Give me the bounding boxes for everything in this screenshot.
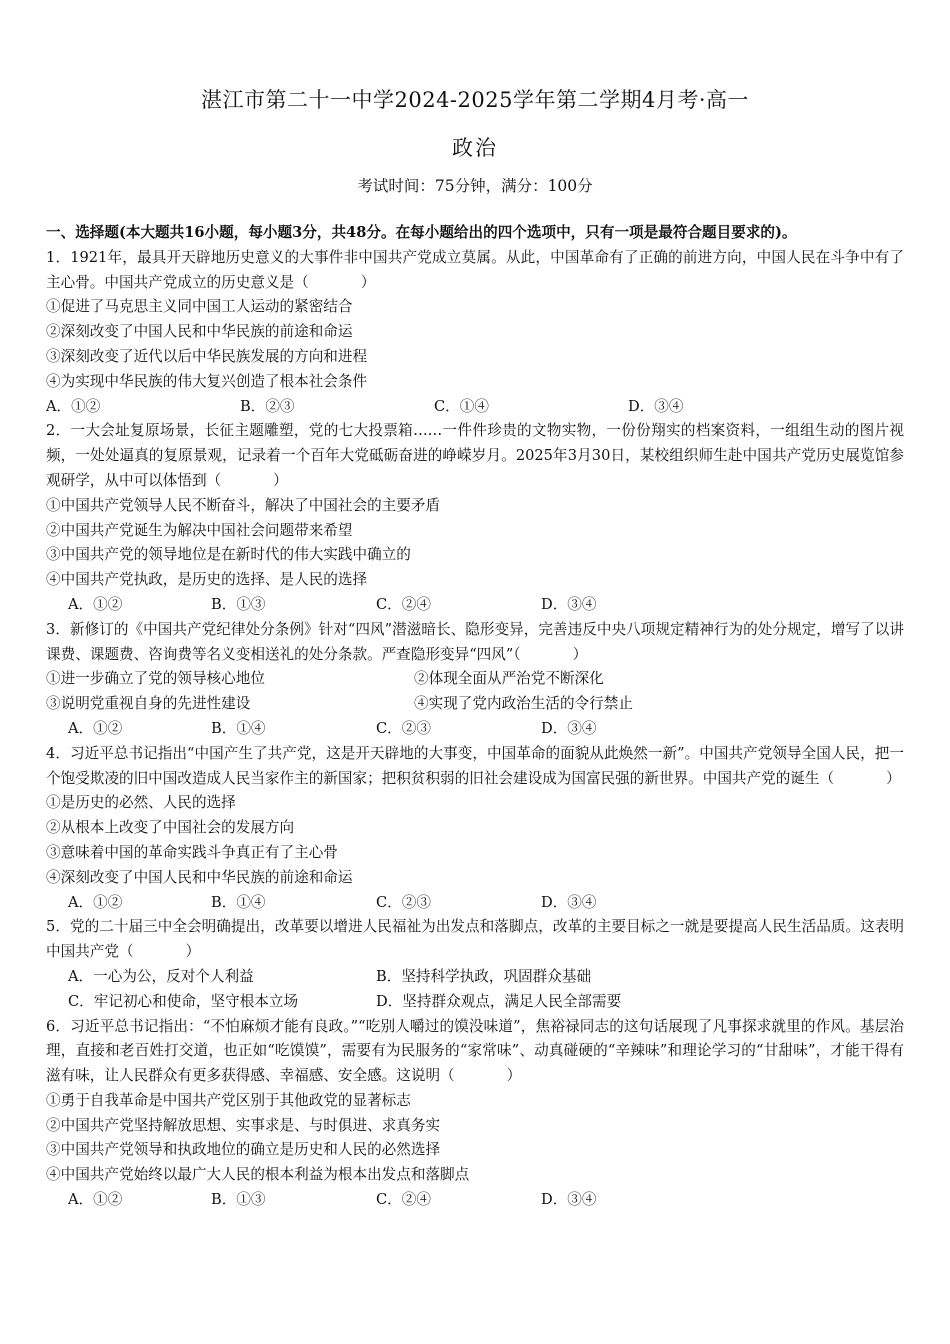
statement: ②体现全面从严治党不断深化 — [414, 670, 604, 688]
answer-options-row — [46, 965, 904, 990]
statement: ③中国共产党领导和执政地位的确立是历史和人民的必然选择 — [46, 1141, 441, 1159]
option-d[interactable]: D．③④ — [541, 719, 597, 737]
option-c[interactable]: C．②④ — [376, 1191, 431, 1209]
statement: ①促进了马克思主义同中国工人运动的紧密结合 — [46, 298, 353, 316]
option-c[interactable]: C．②④ — [376, 595, 431, 613]
option-c[interactable]: C．②③ — [376, 893, 431, 911]
statement: ③意味着中国的革命实践斗争真正有了主心骨 — [46, 843, 338, 861]
section-heading: 一、选择题(本大题共16小题，每小题3分，共48分。在每小题给出的四个选项中，只有一项是最符合题目要求的)。 — [46, 224, 797, 241]
option-b[interactable]: B．坚持科学执政，巩固群众基础 — [376, 967, 592, 985]
answer-options-row — [46, 990, 904, 1015]
option-d[interactable]: D．③④ — [541, 1191, 597, 1209]
statement: ①中国共产党领导人民不断奋斗，解决了中国社会的主要矛盾 — [46, 496, 441, 514]
question-stem: 2．一大会址复原场景，长征主题雕塑，党的七大投票箱……一件件珍贵的文物实物，一份份翔实的档案资料，一组组生动的图片视频，一处处逼真的复原景观，记录着一个百年大党砥砺奋进的峥嵘岁月。2025年3月30日，某校组织师生赴中国共产党历史展览馆参观研学，从中可以体悟到（ ） — [46, 422, 904, 489]
exam-content — [46, 221, 904, 1213]
statement: ①进一步确立了党的领导核心地位 — [46, 670, 265, 688]
option-a[interactable]: A．①② — [68, 595, 123, 613]
option-b[interactable]: B．②③ — [240, 397, 295, 415]
exam-title: 湛江市第二十一中学2024-2025学年第二学期4月考·高一 — [200, 88, 750, 112]
question-stem: 3．新修订的《中国共产党纪律处分条例》针对“四风”潜滋暗长、隐形变异，完善违反中央八项规定精神行为的处分规定，增写了以讲课费、课题费、咨询费等名义变相送礼的处分条款。严查隐形变异“四风”（ ） — [46, 620, 904, 663]
answer-options — [46, 891, 904, 916]
option-a[interactable]: A．①② — [68, 719, 123, 737]
question-2 — [46, 419, 904, 617]
question-1 — [46, 246, 904, 420]
statement: ③说明党重视自身的先进性建设 — [46, 695, 251, 713]
statement-row — [46, 667, 904, 692]
option-d[interactable]: D．坚持群众观点，满足人民全部需要 — [376, 992, 622, 1010]
answer-options — [46, 1188, 904, 1213]
option-d[interactable]: D．③④ — [541, 893, 597, 911]
option-a[interactable]: A．①② — [46, 397, 101, 415]
statement: ③深刻改变了近代以后中华民族发展的方向和进程 — [46, 347, 368, 365]
statement: ④为实现中华民族的伟大复兴创造了根本社会条件 — [46, 372, 368, 390]
option-c[interactable]: C．牢记初心和使命，坚守根本立场 — [68, 992, 299, 1010]
statement: ④深刻改变了中国人民和中华民族的前途和命运 — [46, 868, 353, 886]
statement: ④中国共产党始终以最广大人民的根本利益为根本出发点和落脚点 — [46, 1166, 470, 1184]
answer-options — [46, 395, 904, 420]
question-stem: 6．习近平总书记指出：“不怕麻烦才能有良政。”“吃别人嚼过的馍没味道”，焦裕禄同志的这句话展现了凡事探求就里的作风。基层治理，直接和老百姓打交道，也正如“吃馍馍”，需要有为民服务的“家常味”、动真碰硬的“辛辣味”和理论学习的“甘甜味”，才能干得有滋有味，让人民群众有更多获得感、幸福感、安全感。这说明（ ） — [46, 1017, 904, 1085]
statement: ②中国共产党坚持解放思想、实事求是、与时俱进、求真务实 — [46, 1116, 441, 1134]
statement: ④实现了党内政治生活的令行禁止 — [414, 695, 633, 713]
option-b[interactable]: B．①③ — [211, 595, 266, 613]
statement: ②深刻改变了中国人民和中华民族的前途和命运 — [46, 323, 353, 341]
statement: ②中国共产党诞生为解决中国社会问题带来希望 — [46, 521, 353, 539]
statement: ②从根本上改变了中国社会的发展方向 — [46, 819, 295, 837]
option-a[interactable]: A．①② — [68, 1191, 123, 1209]
option-a[interactable]: A．①② — [68, 893, 123, 911]
question-stem: 1．1921年，最具开天辟地历史意义的大事件非中国共产党成立莫属。从此，中国革命有了正确的前进方向，中国人民在斗争中有了主心骨。中国共产党成立的历史意义是（ ） — [46, 248, 904, 291]
option-a[interactable]: A．一心为公，反对个人利益 — [68, 967, 254, 985]
option-d[interactable]: D．③④ — [541, 595, 597, 613]
answer-options — [46, 717, 904, 742]
exam-info: 考试时间：75分钟，满分：100分 — [357, 177, 593, 195]
question-3 — [46, 618, 904, 742]
question-4 — [46, 742, 904, 916]
option-c[interactable]: C．②③ — [376, 719, 431, 737]
option-b[interactable]: B．①③ — [211, 1191, 266, 1209]
statement-row — [46, 692, 904, 717]
option-d[interactable]: D．③④ — [628, 397, 684, 415]
question-6 — [46, 1015, 904, 1213]
statement: ③中国共产党的领导地位是在新时代的伟大实践中确立的 — [46, 546, 411, 564]
statement: ①勇于自我革命是中国共产党区别于其他政党的显著标志 — [46, 1091, 411, 1109]
option-c[interactable]: C．①④ — [434, 397, 489, 415]
question-5 — [46, 915, 904, 1014]
statement: ④中国共产党执政，是历史的选择、是人民的选择 — [46, 571, 368, 589]
statement: ①是历史的必然、人民的选择 — [46, 794, 236, 812]
question-stem: 4．习近平总书记指出“中国产生了共产党，这是开天辟地的大事变，中国革命的面貌从此焕然一新”。中国共产党领导全国人民，把一个饱受欺凌的旧中国改造成人民当家作主的新国家；把积贫积弱的旧社会建设成为国富民强的新世界。中国共产党的诞生（ ） — [46, 744, 904, 787]
answer-options — [46, 593, 904, 618]
subject-title: 政治 — [452, 136, 498, 160]
option-b[interactable]: B．①④ — [211, 719, 266, 737]
option-b[interactable]: B．①④ — [211, 893, 266, 911]
question-stem: 5．党的二十届三中全会明确提出，改革要以增进人民福祉为出发点和落脚点，改革的主要目标之一就是要提高人民生活品质。这表明中国共产党（ ） — [46, 918, 904, 961]
